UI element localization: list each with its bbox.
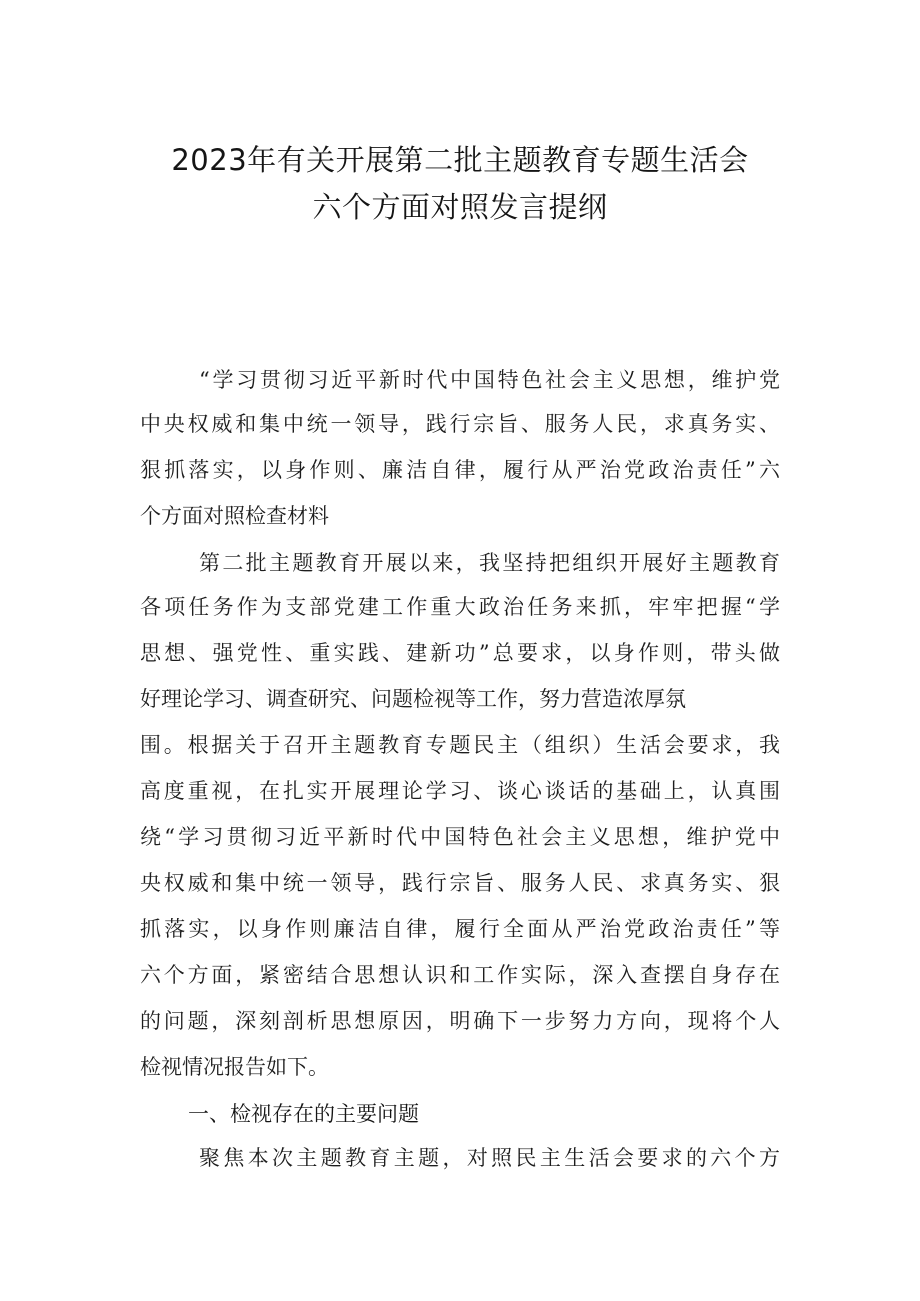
paragraph-line: 狠抓落实，以身作则、廉洁自律，履行从严治党政治责任”六	[140, 458, 780, 482]
section-heading-1: 一、检视存在的主要问题	[188, 1102, 419, 1126]
paragraph-line: 围。根据关于召开主题教育专题民主（组织）生活会要求，我	[140, 733, 780, 757]
paragraph-line: 聚焦本次主题教育主题，对照民主生活会要求的六个方	[199, 1146, 780, 1170]
paragraph-line: 绕“学习贯彻习近平新时代中国特色社会主义思想，维护党中	[140, 825, 780, 849]
paragraph-line: 的问题，深刻剖析思想原因，明确下一步努力方向，现将个人	[140, 1009, 780, 1033]
document-title-line-2: 六个方面对照发言提纲	[312, 190, 608, 224]
paragraph-line: 检视情况报告如下。	[140, 1055, 329, 1079]
paragraph-line: 六个方面，紧密结合思想认识和工作实际，深入查摆自身存在	[140, 963, 780, 987]
paragraph-line: 中央权威和集中统一领导，践行宗旨、服务人民，求真务实、	[140, 412, 780, 436]
paragraph-line: 第二批主题教育开展以来，我坚持把组织开展好主题教育	[199, 551, 780, 575]
paragraph-line: 好理论学习、调查研究、问题检视等工作，努力营造浓厚氛	[140, 687, 686, 711]
paragraph-line: 个方面对照检查材料	[140, 504, 329, 528]
paragraph-line: 央权威和集中统一领导，践行宗旨、服务人民、求真务实、狠	[140, 871, 780, 895]
paragraph-line: 高度重视，在扎实开展理论学习、谈心谈话的基础上，认真围	[140, 779, 780, 803]
paragraph-line: 思想、强党性、重实践、建新功”总要求，以身作则，带头做	[140, 641, 780, 665]
document-title-line-1: 2023年有关开展第二批主题教育专题生活会	[171, 143, 749, 177]
paragraph-line: 抓落实，以身作则廉洁自律，履行全面从严治党政治责任”等	[140, 917, 780, 941]
paragraph-line: “学习贯彻习近平新时代中国特色社会主义思想，维护党	[199, 368, 780, 392]
paragraph-line: 各项任务作为支部党建工作重大政治任务来抓，牢牢把握“学	[140, 595, 780, 619]
